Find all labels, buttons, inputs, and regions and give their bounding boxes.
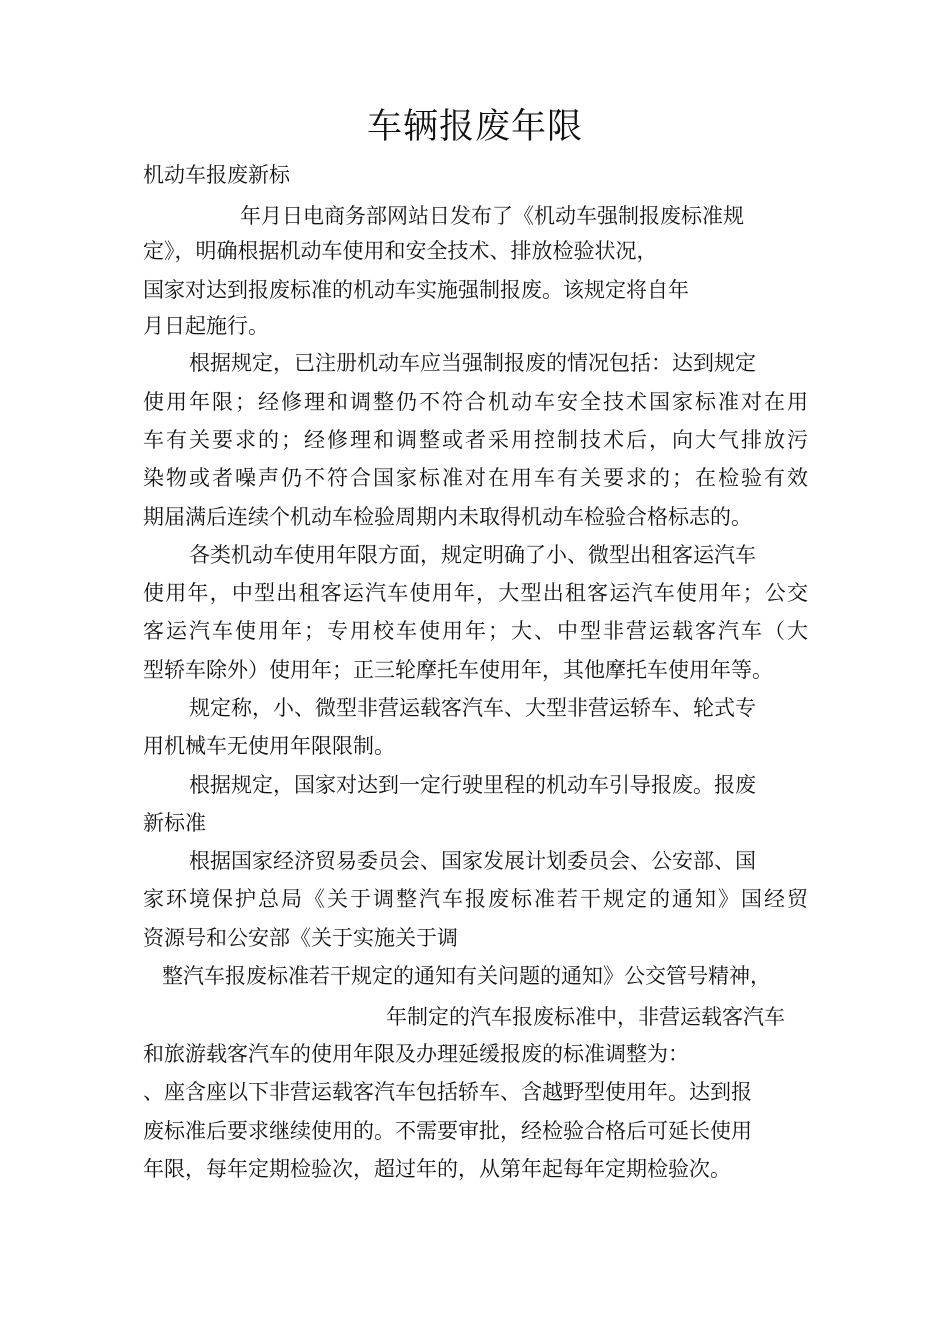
text-line: 废标准后要求继续使用的。不需要审批，经检验合格后可延长使用 <box>143 1119 752 1143</box>
text-line: 定》，明确根据机动车使用和安全技术、排放检验状况， <box>143 239 658 263</box>
text-line: 型轿车除外）使用年；正三轮摩托车使用年，其他摩托车使用年等。 <box>143 658 773 682</box>
text-line: 车有关要求的；经修理和调整或者采用控制技术后，向大气排放污 <box>143 428 808 452</box>
section-heading: 机动车报废新标 <box>143 163 290 187</box>
text-line: 年月日电商务部网站日发布了《机动车强制报废标准规 <box>240 204 744 228</box>
text-line: 新标准 <box>143 811 206 835</box>
document-title: 车辆报废年限 <box>366 107 583 147</box>
text-line: 、座含座以下非营运载客汽车包括轿车、含越野型使用年。达到报 <box>143 1080 752 1104</box>
text-line: 年制定的汽车报废标准中，非营运载客汽车 <box>386 1005 785 1029</box>
text-line: 家环境保护总局《关于调整汽车报废标准若干规定的通知》国经贸 <box>143 887 808 911</box>
text-line: 根据国家经济贸易委员会、国家发展计划委员会、公安部、国 <box>189 849 756 873</box>
text-line: 年限，每年定期检验次，超过年的，从第年起每年定期检验次。 <box>143 1157 731 1181</box>
text-line: 月日起施行。 <box>143 314 269 338</box>
text-line: 使用年限；经修理和调整仍不符合机动车安全技术国家标准对在用 <box>143 390 808 414</box>
text-line: 客运汽车使用年；专用校车使用年；大、中型非营运载客汽车（大 <box>143 619 808 643</box>
text-line: 整汽车报废标准若干规定的通知有关问题的通知》公交管号精神， <box>162 964 771 988</box>
text-line: 各类机动车使用年限方面，规定明确了小、微型出租客运汽车 <box>189 543 756 567</box>
text-line: 使用年，中型出租客运汽车使用年，大型出租客运汽车使用年；公交 <box>143 581 808 605</box>
text-line: 和旅游载客汽车的使用年限及办理延缓报废的标准调整为： <box>143 1042 689 1066</box>
text-line: 根据规定，国家对达到一定行驶里程的机动车引导报废。报废 <box>189 773 756 797</box>
text-line: 国家对达到报废标准的机动车实施强制报废。该规定将自年 <box>143 278 689 302</box>
text-line: 规定称，小、微型非营运载客汽车、大型非营运轿车、轮式专 <box>189 696 756 720</box>
text-line: 用机械车无使用年限限制。 <box>143 734 395 758</box>
text-line: 资源号和公安部《关于实施关于调 <box>143 926 458 950</box>
text-line: 染物或者噪声仍不符合国家标准对在用车有关要求的；在检验有效 <box>143 466 808 490</box>
text-line: 期届满后连续个机动车检验周期内未取得机动车检验合格标志的。 <box>143 505 752 529</box>
text-line: 根据规定，已注册机动车应当强制报废的情况包括：达到规定 <box>189 351 756 375</box>
